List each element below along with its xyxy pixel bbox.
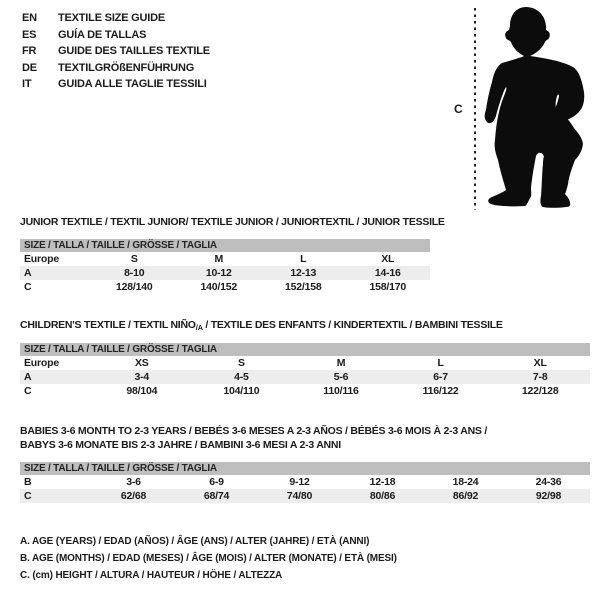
size-cell: 6-7 xyxy=(391,370,491,384)
language-code: FR xyxy=(22,45,37,57)
language-label: GUIDA ALLE TAGLIE TESSILI xyxy=(58,78,207,90)
size-cell: XL xyxy=(381,253,395,265)
size-header-bar: SIZE / TALLA / TAILLE / GRÖSSE / TAGLIA xyxy=(20,462,590,475)
size-cell: 110/116 xyxy=(323,385,359,397)
measurement-legend xyxy=(20,533,397,584)
language-row xyxy=(22,43,210,60)
size-cell: 12-13 xyxy=(261,266,346,280)
size-cell: 116/122 xyxy=(422,385,459,397)
size-header-row xyxy=(20,239,430,252)
junior-table-title: JUNIOR TEXTILE / TEXTIL JUNIOR/ TEXTILE JUNIOR / JUNIORTEXTIL / JUNIOR TESSILE xyxy=(20,216,445,228)
language-code: ES xyxy=(22,28,37,41)
size-cell: 68/74 xyxy=(175,489,258,503)
size-cell: 92/98 xyxy=(507,489,590,503)
size-cell: 9-12 xyxy=(289,476,310,488)
babies-size-table xyxy=(20,462,590,503)
table-row xyxy=(20,489,590,503)
children-title-sub: /A xyxy=(195,323,203,332)
size-cell: 14-16 xyxy=(346,266,431,280)
size-cell: M xyxy=(214,253,224,265)
language-row xyxy=(22,60,210,77)
size-cell: L xyxy=(300,253,307,265)
row-label-cell: C xyxy=(20,489,92,503)
size-header-row xyxy=(20,462,590,475)
baby-silhouette-icon xyxy=(482,4,588,210)
row-label-cell: A xyxy=(20,370,92,384)
table-row xyxy=(20,475,590,489)
size-header-bar: SIZE / TALLA / TAILLE / GRÖSSE / TAGLIA xyxy=(20,239,430,252)
row-label-cell: C xyxy=(24,385,32,397)
legend-line-b: B. AGE (MONTHS) / EDAD (MESES) / ÂGE (MOIS) / ALTER (MONATE) / ETÀ (MESI) xyxy=(20,553,397,564)
children-title-post: / TEXTILE DES ENFANTS / KINDERTEXTIL / BAMBINI TESSILE xyxy=(202,319,503,331)
size-cell: XL xyxy=(533,357,547,369)
language-label: GUIDE DES TAILLES TEXTILE xyxy=(58,45,210,57)
table-row xyxy=(20,384,590,398)
size-cell: 8-10 xyxy=(92,266,177,280)
height-measure-label: C xyxy=(454,102,463,116)
children-title-pre: CHILDREN'S TEXTILE / TEXTIL NIÑO xyxy=(20,319,196,331)
size-cell: M xyxy=(336,357,346,369)
size-cell: 5-6 xyxy=(291,370,391,384)
size-cell: 104/110 xyxy=(223,385,260,397)
row-label-cell: A xyxy=(20,266,92,280)
row-label-cell: C xyxy=(24,281,32,293)
language-list xyxy=(22,10,210,93)
row-label-cell: B xyxy=(24,476,32,488)
language-code: DE xyxy=(22,61,37,74)
babies-title-line2: BABYS 3-6 MONATE BIS 2-3 JAHRE / BAMBINI 3-6 MESI A 2-3 ANNI xyxy=(20,438,341,451)
size-cell: XS xyxy=(134,357,149,369)
babies-table-title xyxy=(20,425,487,452)
size-cell: 98/104 xyxy=(126,385,158,397)
language-label: TEXTILGRÖßENFÜHRUNG xyxy=(58,61,195,74)
size-cell: 122/128 xyxy=(521,385,559,397)
size-cell: 7-8 xyxy=(490,370,590,384)
table-row xyxy=(20,280,430,294)
size-cell: 24-36 xyxy=(535,476,562,488)
language-code: EN xyxy=(22,12,37,24)
table-row xyxy=(20,356,590,370)
size-cell: 86/92 xyxy=(424,489,507,503)
size-cell: 62/68 xyxy=(92,489,175,503)
size-cell: 152/158 xyxy=(284,281,322,293)
size-cell: 140/152 xyxy=(200,281,238,293)
size-cell: L xyxy=(437,357,444,369)
size-cell: 10-12 xyxy=(177,266,262,280)
size-cell: 18-24 xyxy=(452,476,479,488)
size-cell: 3-4 xyxy=(92,370,192,384)
size-cell: 128/140 xyxy=(115,281,153,293)
table-row xyxy=(20,370,590,384)
row-label-cell: Europe xyxy=(24,253,59,265)
legend-line-c: C. (cm) HEIGHT / ALTURA / HAUTEUR / HÖHE / ALTEZZA xyxy=(20,570,283,581)
language-label: GUÍA DE TALLAS xyxy=(58,28,147,41)
size-cell: S xyxy=(237,357,245,369)
children-size-table xyxy=(20,343,590,398)
row-label-cell: Europe xyxy=(24,357,59,369)
size-cell: 3-6 xyxy=(126,476,141,488)
size-header-row xyxy=(20,343,590,356)
size-cell: 74/80 xyxy=(258,489,341,503)
size-cell: 12-18 xyxy=(369,476,396,488)
size-cell: 6-9 xyxy=(209,476,224,488)
babies-title-line1: BABIES 3-6 MONTH TO 2-3 YEARS / BEBÉS 3-6 MESES A 2-3 AÑOS / BÉBÉS 3-6 MOIS À 2-3 ANS / xyxy=(20,425,488,437)
size-cell: 4-5 xyxy=(192,370,292,384)
language-row xyxy=(22,27,210,44)
language-code: IT xyxy=(22,78,32,90)
children-table-title xyxy=(20,319,503,335)
size-cell: S xyxy=(130,253,138,265)
size-cell: 80/86 xyxy=(341,489,424,503)
table-row xyxy=(20,266,430,280)
size-cell: 158/170 xyxy=(369,281,407,293)
size-header-bar: SIZE / TALLA / TAILLE / GRÖSSE / TAGLIA xyxy=(20,343,590,356)
table-row xyxy=(20,252,430,266)
language-row xyxy=(22,10,210,27)
legend-line-a: A. AGE (YEARS) / EDAD (AÑOS) / ÂGE (ANS) / ALTER (JAHRE) / ETÀ (ANNI) xyxy=(20,536,370,547)
language-label: TEXTILE SIZE GUIDE xyxy=(58,12,166,24)
language-row xyxy=(22,76,210,93)
junior-size-table xyxy=(20,239,430,294)
height-dotted-line xyxy=(474,8,476,210)
